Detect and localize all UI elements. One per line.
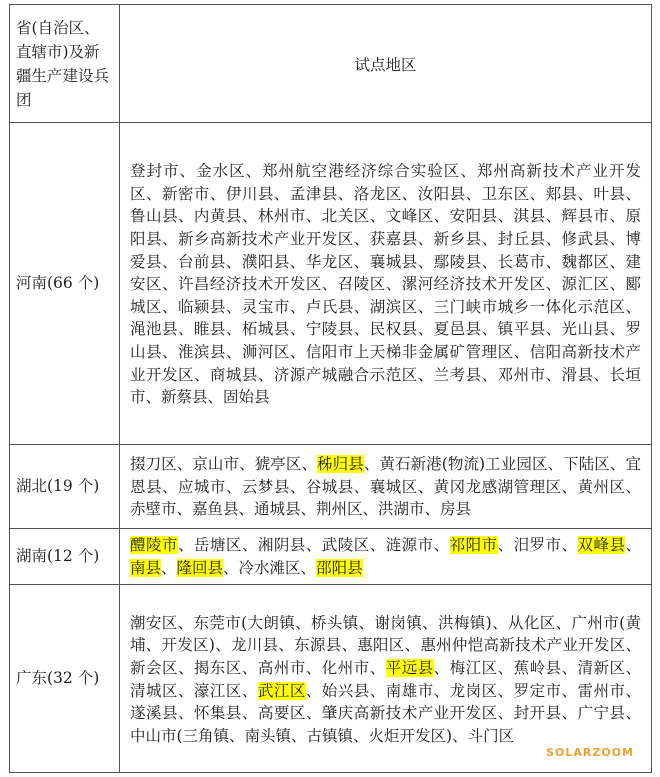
area-cell [120, 123, 652, 445]
province-label: 湖南(12 个) [16, 547, 100, 566]
highlighted-area-name: 隆回县 [176, 559, 224, 577]
province-label: 湖北(19 个) [16, 477, 100, 496]
area-text: 、 [161, 559, 177, 577]
header-province-label: 省(自治区、直辖市)及新疆生产建设兵团 [16, 18, 110, 109]
highlighted-area-name: 武江区 [257, 681, 306, 700]
area-text: 、冷水滩区、 [223, 559, 317, 577]
table-row [10, 445, 652, 529]
area-text: 登封市、金水区、郑州航空港经济综合实验区、郑州高新技术产业开发区、新密市、伊川县、孟津县、洛龙区、汝阳县、卫东区、郏县、叶县、鲁山县、内黄县、林州市、北关区、文峰区、安阳县、淇县、辉县市、原阳县、新乡高新技术产业开发区、获嘉县、新乡县、封丘县、修武县、博爱县、台前县、濮阳县、华龙区、襄城县、鄢陵县、长葛市、魏都区、建安区、许昌经济技术开发区、召陵区、漯河经济技术开发区、源汇区、郾城区、临颍县、灵宝市、卢氏县、湖滨区、三门峡市城乡一体化示范区、渑池县、睢县、柘城县、宁陵县、民权县、夏邑县、镇平县、光山县、罗山县、淮滨县、浉河区、信阳市上天梯非金属矿管理区、信阳高新技术产业开发区、商城县、济源产城融合示范区、兰考县、邓州市、滑县、长垣市、新蔡县、固始县 [130, 162, 641, 407]
highlighted-area-name: 平远县 [385, 658, 434, 677]
header-area-label: 试点地区 [354, 55, 417, 74]
province-label: 河南(66 个) [16, 274, 100, 293]
province-cell [10, 585, 120, 773]
table-row [10, 123, 652, 445]
area-text: 、汨罗市、 [497, 536, 578, 555]
province-cell [10, 445, 120, 529]
header-area-cell [120, 5, 652, 123]
highlighted-area-name: 醴陵市 [130, 536, 178, 555]
table-row [10, 529, 652, 585]
table-header-row [10, 5, 652, 123]
province-cell [10, 123, 120, 445]
area-text: 、岳塘区、湘阴县、武陵区、涟源市、 [177, 536, 450, 555]
highlighted-area-name: 双峰县 [577, 536, 626, 555]
highlighted-area-name: 南县 [130, 559, 162, 577]
highlighted-area-name: 秭归县 [317, 455, 364, 474]
area-text: 潮安区、东莞市(大朗镇、桥头镇、谢岗镇、洪梅镇)、从化区、广州市(黄埔、开发区)、龙川县、东源县、惠阳区、惠州仲恺高新技术产业开发区、新会区、揭东区、高州市、化州市、 [130, 613, 641, 677]
area-cell [120, 445, 652, 529]
area-text: 、梅江区、蕉岭县、清新区、清城区、濠江区、 [130, 658, 641, 700]
area-text: 掇刀区、京山市、猇亭区、 [130, 455, 318, 474]
header-province-cell [10, 5, 120, 123]
table-row [10, 585, 652, 773]
area-cell [120, 585, 652, 773]
area-text: 、 [625, 536, 641, 555]
watermark-logo: SOLARZOOM [546, 746, 634, 759]
province-cell [10, 529, 120, 585]
pilot-areas-table [9, 4, 652, 773]
highlighted-area-name: 邵阳县 [316, 559, 363, 577]
highlighted-area-name: 祁阳市 [449, 536, 498, 555]
area-cell [120, 529, 652, 585]
province-label: 广东(32 个) [16, 669, 100, 688]
area-text: 、黄石新港(物流)工业园区、下陆区、宜恩县、应城市、云梦县、谷城县、襄城区、黄冈龙感湖管理区、黄州区、赤壁市、嘉鱼县、通城县、荆州区、洪湖市、房县 [130, 455, 641, 519]
area-text: 、始兴县、南雄市、龙岗区、罗定市、雷州市、遂溪县、怀集县、高要区、肇庆高新技术产业开发区、封开县、广宁县、中山市(三角镇、南头镇、古镇镇、火炬开发区)、斗门区 [130, 681, 641, 745]
